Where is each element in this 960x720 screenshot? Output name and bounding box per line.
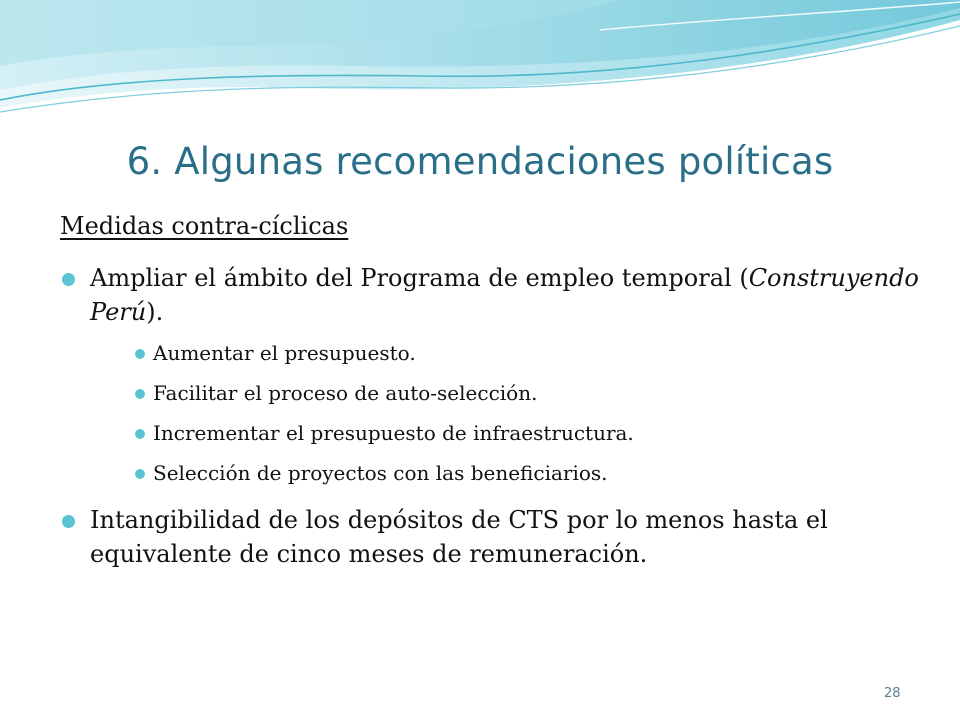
bullet-text-before: Ampliar el ámbito del Programa de empleo temporal ( — [90, 264, 749, 292]
sub-bullet-text: Facilitar el proceso de auto-selección. — [153, 381, 538, 405]
bullet-text-after: ). — [146, 298, 164, 326]
sub-bullet-dot-icon — [135, 389, 145, 399]
bullet-text: Intangibilidad de los depósitos de CTS por lo menos hasta el equivalente de cinco meses de remuneración. — [90, 506, 828, 568]
bullet-text-italic: Construyendo Perú — [90, 264, 919, 326]
sub-bullet-item — [90, 339, 920, 367]
sub-bullet-dot-icon — [135, 429, 145, 439]
sub-bullet-item — [90, 419, 920, 447]
page-number: 28 — [884, 686, 901, 701]
slide-title: 6. Algunas recomendaciones políticas — [126, 140, 834, 183]
sub-bullet-text: Selección de proyectos con las beneficiarios. — [153, 461, 608, 485]
sub-bullet-dot-icon — [135, 469, 145, 479]
sub-bullet-text: Incrementar el presupuesto de infraestructura. — [153, 421, 634, 445]
bullet-item-intangibilidad-cts — [60, 503, 920, 571]
slide-content — [60, 205, 920, 587]
bullet-list — [60, 261, 920, 571]
bullet-dot-icon — [62, 515, 75, 528]
header-wave-decoration — [0, 0, 960, 130]
sub-bullet-item — [90, 379, 920, 407]
section-subheading: Medidas contra-cíclicas — [60, 212, 349, 240]
bullet-item-programa-empleo — [60, 261, 920, 487]
sub-bullet-dot-icon — [135, 349, 145, 359]
sub-bullet-text: Aumentar el presupuesto. — [153, 341, 416, 365]
sub-bullet-item — [90, 459, 920, 487]
bullet-dot-icon — [62, 273, 75, 286]
sub-bullet-list — [90, 339, 920, 487]
